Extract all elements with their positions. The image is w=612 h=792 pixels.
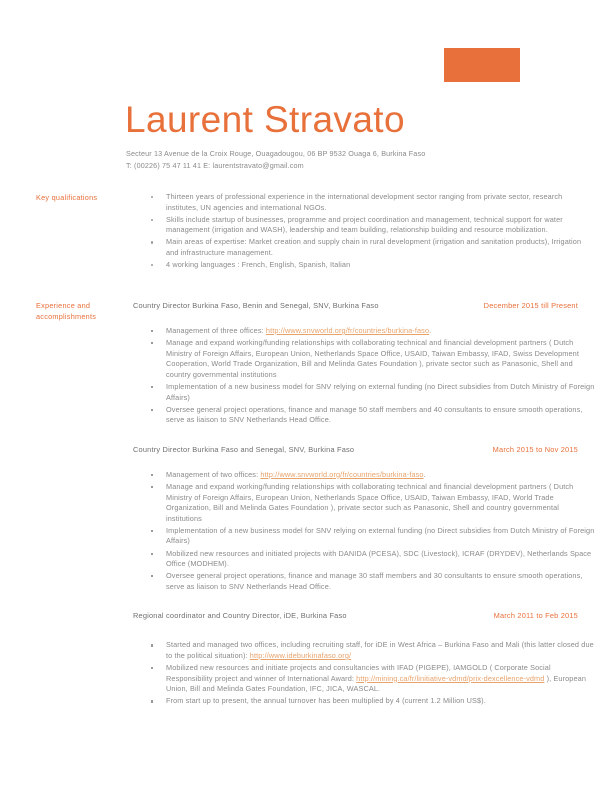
experience-entry bbox=[133, 610, 595, 707]
external-link[interactable]: http://www.snvworld.org/fr/countries/burkina-faso bbox=[260, 469, 424, 479]
job-date: March 2011 to Feb 2015 bbox=[493, 611, 578, 621]
key-qualifications-list bbox=[133, 192, 595, 271]
list-item: Mobilized new resources and initiate projects and consultancies with IFAD (PIGEPE), IAMGOLD ( Corporate Social Responsibility project and winner of International Award: http://mining.ca/fr/linitiative-vdmd/prix-dexcellence-vdmd ), European Union, Bill and Melinda Gates Foundation, IFC, JICA, WASCAL. bbox=[133, 663, 595, 695]
list-item: Manage and expand working/funding relationships with collaborating technical and financial development partners ( Dutch Ministry of Foreign Affairs, European Union, Netherlands Space Office, USAID, Taiwan Embassy, IFAD, Swiss Development Cooperation, World Trade Organization, Bill and Melinda Gates Foundation ), private sector such as Panasonic, Shell and country governmental institutions bbox=[133, 338, 595, 380]
job-bullets bbox=[133, 326, 595, 426]
page-title: Laurent Stravato bbox=[125, 99, 405, 140]
contact-address: Secteur 13 Avenue de la Croix Rouge, Ouagadougou, 06 BP 9532 Ouaga 6, Burkina Faso bbox=[126, 149, 426, 158]
section-label-experience-line2: accomplishments bbox=[36, 312, 97, 321]
list-item: From start up to present, the annual turnover has been multiplied by 4 (current 1.2 Million US$). bbox=[133, 696, 595, 707]
experience-content bbox=[133, 300, 595, 708]
job-title: Regional coordinator and Country Director, iDE, Burkina Faso bbox=[133, 611, 347, 621]
list-item: Manage and expand working/funding relationships with collaborating technical and financial development partners ( Dutch Ministry of Foreign Affairs, European Union, Netherlands Space Office, USAID, Taiwan Embassy, IFAD, World Trade Organization, Bill and Melinda Gates Foundation ), private sector such as Panasonic, Shell and country governmental institutions bbox=[133, 482, 595, 524]
external-link[interactable]: http://mining.ca/fr/linitiative-vdmd/prix-dexcellence-vdmd bbox=[356, 673, 545, 683]
section-label-experience-line1: Experience and bbox=[36, 301, 91, 310]
external-link[interactable]: http://www.snvworld.org/fr/countries/burkina-faso bbox=[265, 326, 430, 335]
section-label-key-qualifications: Key qualifications bbox=[36, 193, 98, 202]
job-bullets bbox=[133, 640, 595, 707]
list-item: Skills include startup of businesses, programme and project coordination and management, technical support for water management (irrigation and WASH), leadership and team building, relationship building and resource mobilization. bbox=[133, 215, 595, 236]
job-date: March 2015 to Nov 2015 bbox=[492, 444, 578, 454]
experience-entry bbox=[133, 444, 595, 593]
list-item: Management of three offices: http://www.snvworld.org/fr/countries/burkina-faso. bbox=[133, 326, 595, 337]
section-label-experience bbox=[36, 300, 136, 322]
list-item: 4 working languages : French, English, Spanish, Italian bbox=[133, 260, 595, 271]
experience-entry bbox=[133, 300, 595, 426]
list-item: Thirteen years of professional experience in the international development sector ranging from private sector, research institutes, UN agencies and international NGOs. bbox=[133, 192, 595, 213]
job-title: Country Director Burkina Faso, Benin and Senegal, SNV, Burkina Faso bbox=[133, 301, 379, 310]
job-header bbox=[133, 610, 595, 622]
job-bullets bbox=[133, 470, 595, 593]
key-qualifications-content bbox=[133, 192, 595, 272]
list-item: Started and managed two offices, including recruiting staff, for iDE in West Africa – Burkina Faso and Mali (this latter closed due to the political situation): http://www.ideburkinafaso.org/ bbox=[133, 640, 595, 661]
external-link[interactable]: http://www.ideburkinafaso.org/ bbox=[249, 650, 352, 660]
job-title: Country Director Burkina Faso and Senegal, SNV, Burkina Faso bbox=[133, 444, 355, 454]
job-header bbox=[133, 300, 595, 312]
list-item: Implementation of a new business model for SNV relying on external funding (no Direct subsidies from Dutch Ministry of Foreign Affairs) bbox=[133, 382, 595, 403]
list-item: Mobilized new resources and initiated projects with DANIDA (PCESA), SDC (Livestock), ICRAF (DRYDEV), Netherlands Space Office (MODHEM). bbox=[133, 549, 595, 570]
job-header bbox=[133, 444, 595, 456]
list-item: Main areas of expertise: Market creation and supply chain in rural development (irrigation and sanitation products), Irrigation and infrastructure management. bbox=[133, 237, 595, 258]
list-item: Implementation of a new business model for SNV relying on external funding (no Direct subsidies from Dutch Ministry of Foreign Affairs) bbox=[133, 526, 595, 547]
list-item: Oversee general project operations, finance and manage 30 staff members and 30 consultants to ensure smooth operations, serve as liaison to SNV Netherlands Head Office. bbox=[133, 571, 595, 592]
list-item: Oversee general project operations, finance and manage 50 staff members and 40 consultants to ensure smooth operations, serve as liaison to SNV Netherlands Head Office. bbox=[133, 405, 595, 426]
list-item: Management of two offices: http://www.snvworld.org/fr/countries/burkina-faso. bbox=[133, 470, 595, 481]
accent-block-decoration bbox=[444, 48, 520, 82]
contact-info bbox=[126, 148, 586, 171]
job-date: December 2015 till Present bbox=[483, 301, 578, 310]
contact-phone-email: T: (00226) 75 47 11 41 E: laurentstravato@gmail.com bbox=[126, 160, 304, 170]
